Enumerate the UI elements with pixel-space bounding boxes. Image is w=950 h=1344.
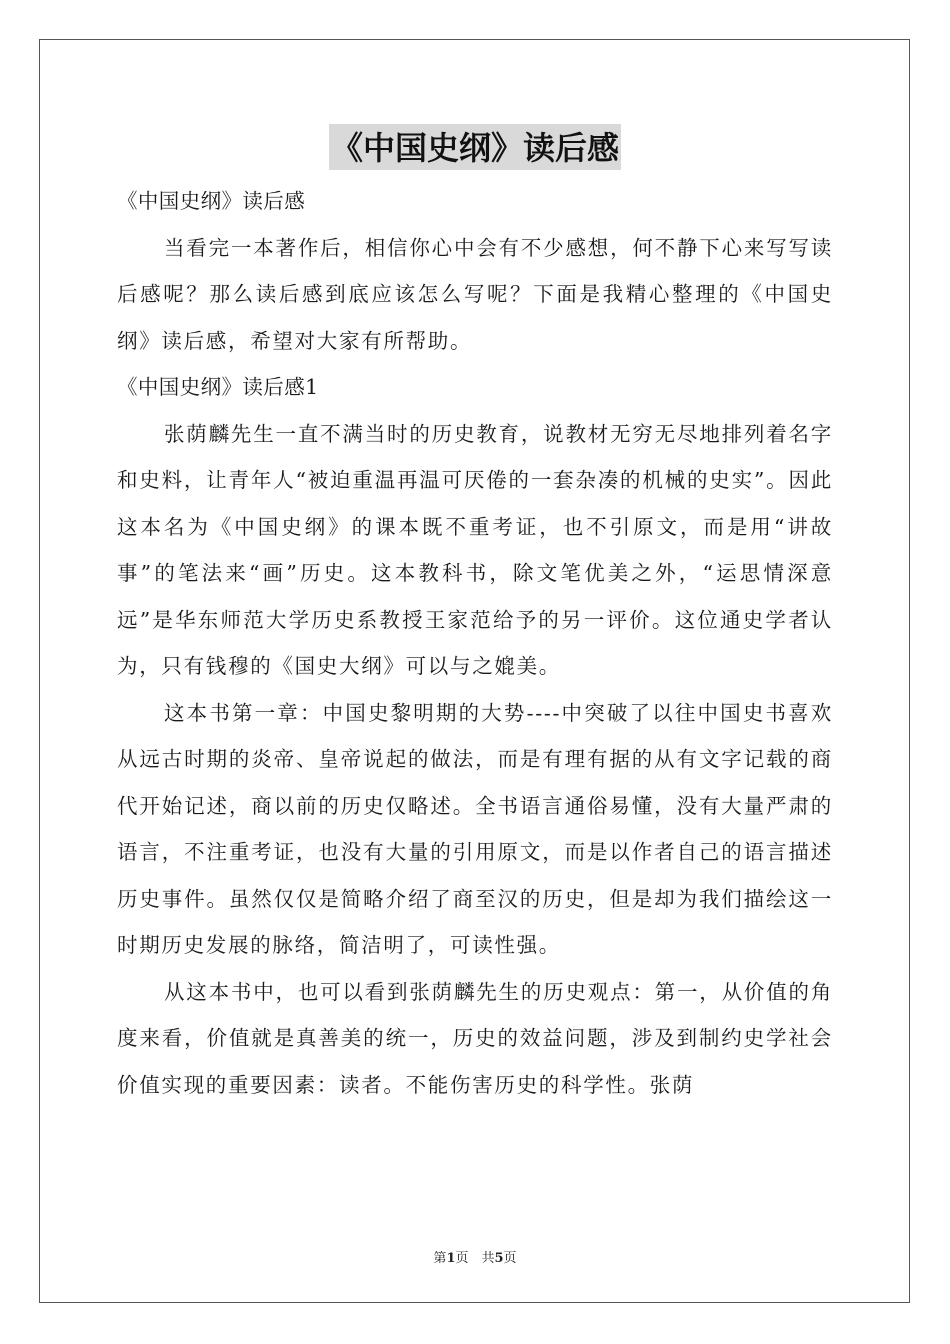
- document-title: 《中国史纲》读后感: [329, 124, 621, 170]
- paragraph-body-3: 从这本书中，也可以看到张荫麟先生的历史观点：第一，从价值的角度来看，价值就是真善美的统一，历史的效益问题，涉及到制约史学社会价值实现的重要因素：读者。不能伤害历史的科学性。张荫: [117, 979, 833, 1097]
- paragraph-section-heading: 《中国史纲》读后感1: [117, 375, 319, 399]
- footer-page-number: 1: [446, 1251, 456, 1266]
- page-footer: [0, 1247, 950, 1266]
- paragraph-body-2: 这本书第一章：中国史黎明期的大势----中突破了以往中国史书喜欢从远古时期的炎帝、皇帝说起的做法，而是有理有据的从有文字记载的商代开始记述，商以前的历史仅略述。全书语言通俗易懂，没有大量严肃的语言，不注重考证，也没有大量的引用原文，而是以作者自己的语言描述历史事件。虽然仅仅是简略介绍了商至汉的历史，但是却为我们描绘这一时期历史发展的脉络，简洁明了，可读性强。: [117, 700, 833, 957]
- footer-suffix: 页: [503, 1251, 517, 1266]
- paragraph-subtitle: 《中国史纲》读后感: [117, 189, 306, 213]
- paragraph-body-1: 张荫麟先生一直不满当时的历史教育，说教材无穷无尽地排列着名字和史料，让青年人“被迫重温再温可厌倦的一套杂凑的机械的史实”。因此这本名为《中国史纲》的课本既不重考证，也不引原文，而是用“讲故事”的笔法来“画”历史。这本教科书，除文笔优美之外，“运思情深意远”是华东师范大学历史系教授王家范给予的另一评价。这位通史学者认为，只有钱穆的《国史大纲》可以与之媲美。: [117, 421, 833, 678]
- footer-total-pages: 5: [494, 1251, 504, 1266]
- paragraph-intro: 当看完一本著作后，相信你心中会有不少感想，何不静下心来写写读后感呢？那么读后感到底应该怎么写呢？下面是我精心整理的《中国史纲》读后感，希望对大家有所帮助。: [117, 235, 833, 353]
- footer-middle: 页 共: [455, 1251, 495, 1266]
- document-body: [117, 178, 833, 1108]
- title-container: [0, 124, 950, 170]
- footer-prefix: 第: [433, 1251, 447, 1266]
